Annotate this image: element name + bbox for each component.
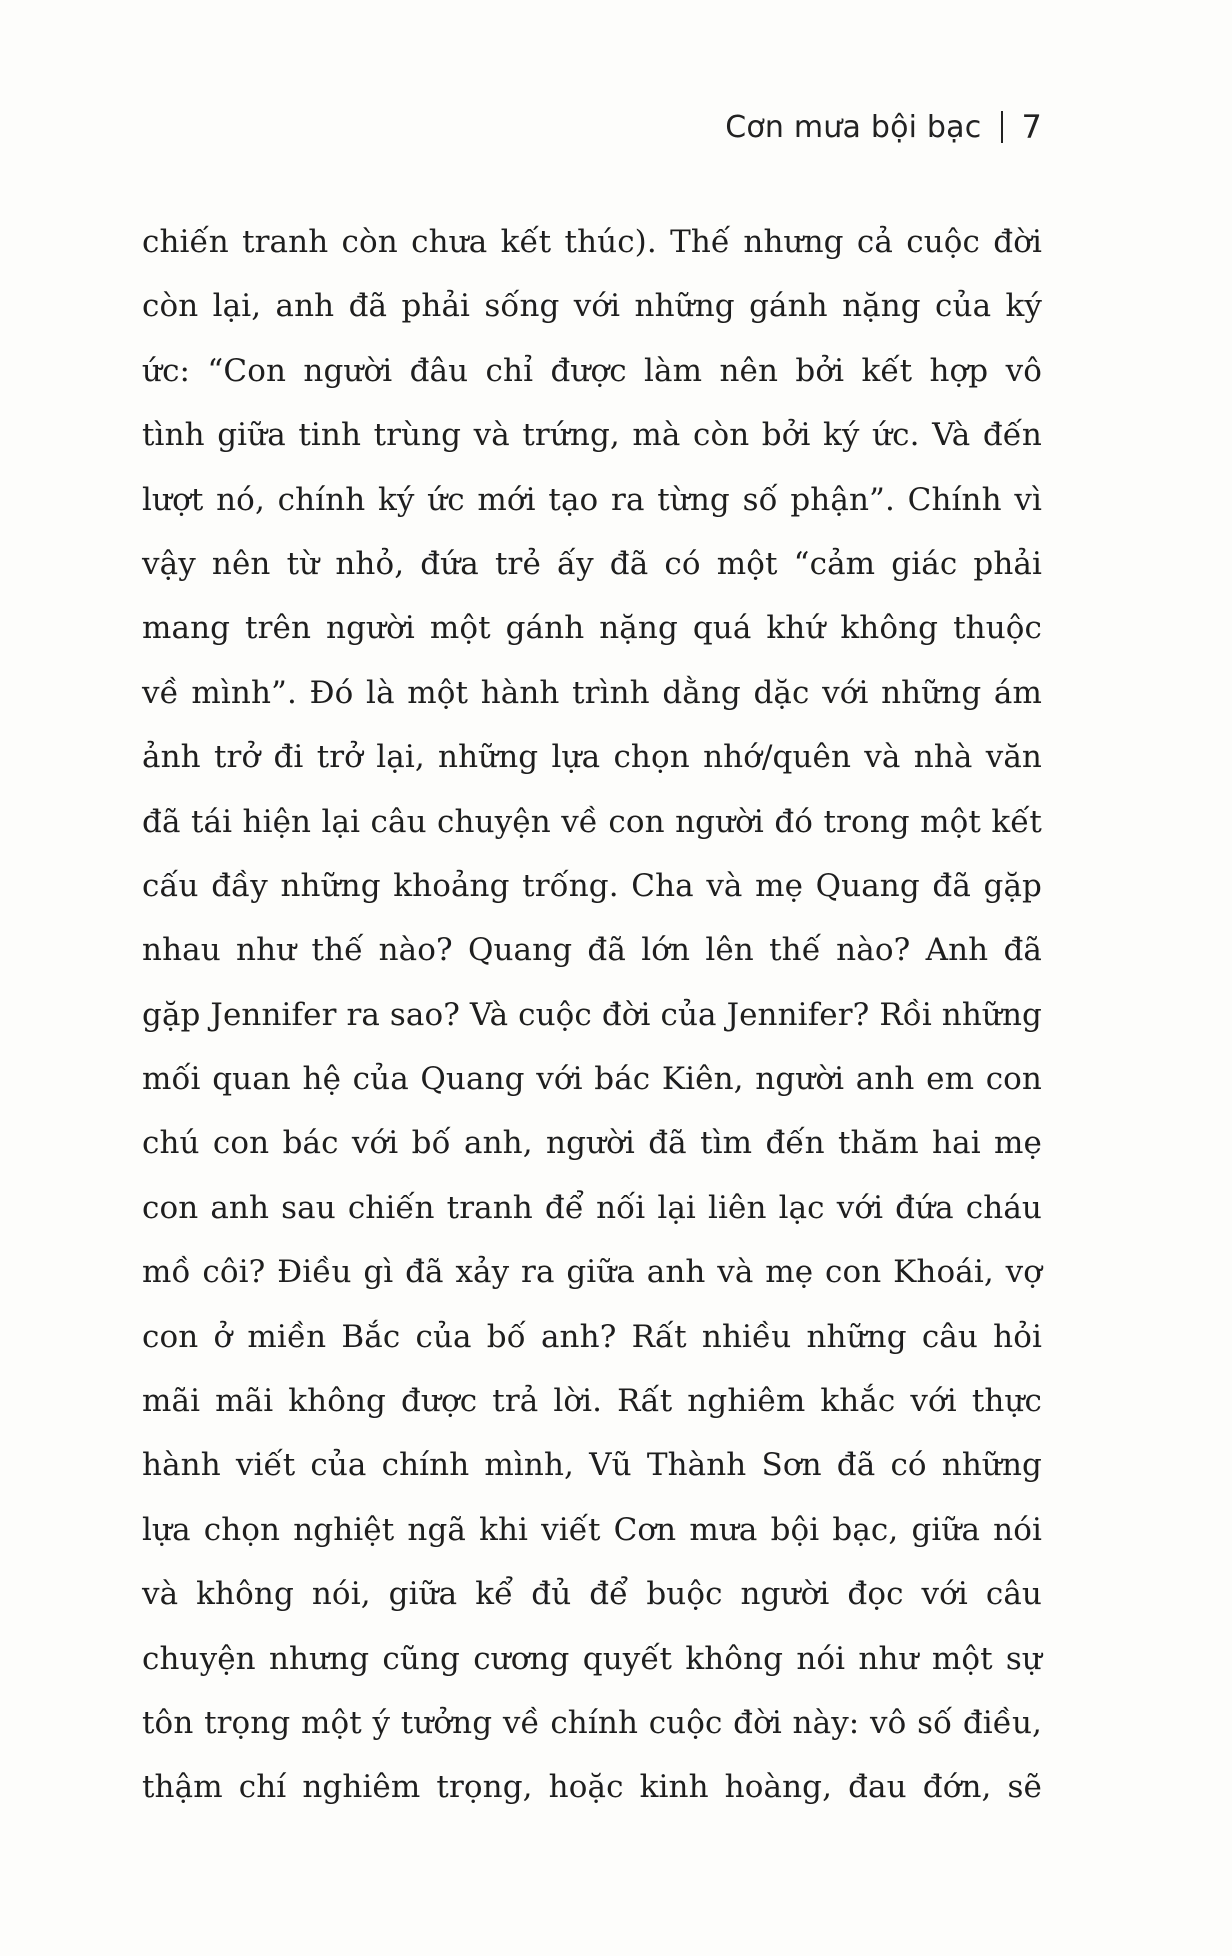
text-line: hành viết của chính mình, Vũ Thành Sơn đã có những: [142, 1447, 1042, 1484]
text-line: cấu đầy những khoảng trống. Cha và mẹ Quang đã gặp: [142, 867, 1042, 904]
text-line: còn lại, anh đã phải sống với những gánh nặng của ký: [142, 288, 1042, 325]
text-line: gặp Jennifer ra sao? Và cuộc đời của Jennifer? Rồi những: [142, 996, 1042, 1033]
text-line: ảnh trở đi trở lại, những lựa chọn nhớ/quên và nhà văn: [142, 739, 1042, 776]
running-header: [725, 108, 1042, 146]
text-line: chuyện nhưng cũng cương quyết không nói như một sự: [142, 1640, 1042, 1677]
text-line: ức: “Con người đâu chỉ được làm nên bởi kết hợp vô: [142, 352, 1042, 389]
text-line: tình giữa tinh trùng và trứng, mà còn bởi ký ức. Và đến: [142, 417, 1042, 454]
text-line: mãi mãi không được trả lời. Rất nghiêm khắc với thực: [142, 1383, 1042, 1420]
text-line: con ở miền Bắc của bố anh? Rất nhiều những câu hỏi: [142, 1318, 1042, 1355]
text-line: tôn trọng một ý tưởng về chính cuộc đời này: vô số điều,: [142, 1704, 1042, 1741]
text-line: chú con bác với bố anh, người đã tìm đến thăm hai mẹ: [142, 1125, 1042, 1162]
book-title: Cơn mưa bội bạc: [725, 109, 982, 145]
text-line: lượt nó, chính ký ức mới tạo ra từng số phận”. Chính vì: [142, 481, 1042, 518]
text-line: về mình”. Đó là một hành trình dằng dặc với những ám: [142, 674, 1042, 711]
header-separator: [1001, 111, 1003, 143]
page-number: 7: [1021, 108, 1042, 146]
text-line: mối quan hệ của Quang với bác Kiên, người anh em con: [142, 1061, 1042, 1098]
body-text: [142, 210, 1042, 1820]
text-line: thậm chí nghiêm trọng, hoặc kinh hoàng, đau đớn, sẽ: [142, 1769, 1042, 1806]
text-line: và không nói, giữa kể đủ để buộc người đọc với câu: [142, 1576, 1042, 1613]
text-line: lựa chọn nghiệt ngã khi viết Cơn mưa bội bạc, giữa nói: [142, 1511, 1042, 1548]
text-line: đã tái hiện lại câu chuyện về con người đó trong một kết: [142, 803, 1042, 840]
text-line: con anh sau chiến tranh để nối lại liên lạc với đứa cháu: [142, 1189, 1042, 1226]
text-line: mồ côi? Điều gì đã xảy ra giữa anh và mẹ con Khoái, vợ: [142, 1254, 1042, 1291]
text-line: chiến tranh còn chưa kết thúc). Thế nhưng cả cuộc đời: [142, 224, 1042, 260]
text-line: nhau như thế nào? Quang đã lớn lên thế nào? Anh đã: [142, 932, 1042, 969]
text-line: mang trên người một gánh nặng quá khứ không thuộc: [142, 610, 1042, 647]
text-line: vậy nên từ nhỏ, đứa trẻ ấy đã có một “cảm giác phải: [142, 545, 1042, 582]
